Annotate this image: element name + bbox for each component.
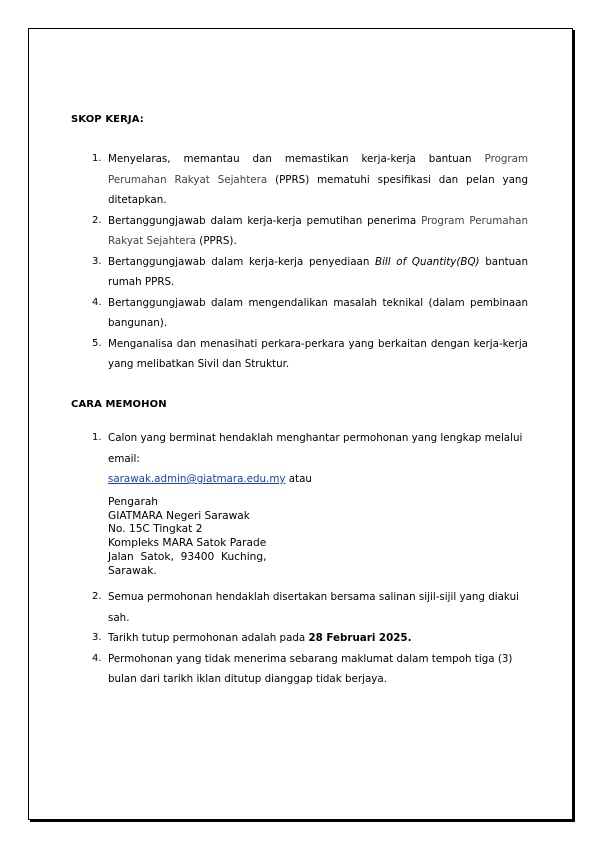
address-line: GIATMARA Negeri Sarawak xyxy=(108,509,250,522)
address-line: Pengarah xyxy=(108,496,159,508)
atau-text: atau xyxy=(285,473,312,485)
item-text: (PPRS). xyxy=(196,235,237,247)
section-heading-cara-memohon: CARA MEMOHON xyxy=(71,399,167,410)
list-number: 4. xyxy=(92,296,102,308)
list-number: 5. xyxy=(92,337,102,349)
section-heading-skop-kerja: SKOP KERJA: xyxy=(71,114,144,125)
list-item xyxy=(71,149,528,211)
address-line: Kompleks MARA Satok Parade xyxy=(108,537,267,550)
closing-date: 28 Februari 2025. xyxy=(308,632,412,645)
list-number: 2. xyxy=(92,214,102,226)
address-line: Jalan Satok, 93400 Kuching, xyxy=(108,550,267,563)
skop-kerja-list xyxy=(71,149,528,375)
list-item xyxy=(71,252,528,293)
program-name: Program Perumahan Rakyat Sejahtera xyxy=(108,214,528,247)
list-item xyxy=(71,428,528,578)
item-text: (PPRS) mematuhi spesifikasi dan pelan yang ditetapkan. xyxy=(108,173,528,206)
list-number: 1. xyxy=(92,432,102,443)
list-item xyxy=(71,293,528,334)
program-name: Program Perumahan Rakyat Sejahtera xyxy=(108,153,528,186)
list-item xyxy=(71,628,528,649)
address-line: Sarawak. xyxy=(108,564,157,577)
email-link[interactable]: sarawak.admin@giatmara.edu.my xyxy=(108,473,286,485)
list-item xyxy=(71,334,528,375)
address-line: No. 15C Tingkat 2 xyxy=(108,523,203,536)
list-item xyxy=(71,587,528,628)
cara-memohon-list xyxy=(71,428,528,690)
item-text: Menganalisa dan menasihati perkara-perkara yang berkaitan dengan kerja-kerja yang melibatkan Sivil dan Struktur. xyxy=(108,337,528,370)
mailing-address xyxy=(108,496,528,578)
page-border xyxy=(28,28,573,820)
list-item xyxy=(71,649,528,690)
list-number: 2. xyxy=(92,591,102,603)
list-number: 1. xyxy=(92,153,102,164)
item-text: Menyelaras, memantau dan memastikan kerja-kerja bantuan xyxy=(108,153,485,165)
item-text: Bertanggungjawab dalam mengendalikan masalah teknikal (dalam pembinaan bangunan). xyxy=(108,296,528,329)
item-text: Tarikh tutup permohonan adalah pada xyxy=(108,632,309,645)
item-text: Calon yang berminat hendaklah menghantar permohonan yang lengkap melalui email: xyxy=(108,432,523,465)
item-text: Bertanggungjawab dalam kerja-kerja penyediaan xyxy=(108,255,375,268)
list-number: 4. xyxy=(92,652,102,664)
item-text: Permohonan yang tidak menerima sebarang maklumat dalam tempoh tiga (3) bulan dari tarikh iklan ditutup dianggap tidak berjaya. xyxy=(108,652,513,686)
list-item xyxy=(71,211,528,252)
italic-term: Bill of Quantity(BQ) xyxy=(375,255,480,268)
list-number: 3. xyxy=(92,632,102,644)
item-text: Bertanggungjawab dalam kerja-kerja pemutihan penerima xyxy=(108,214,422,227)
item-text: Semua permohonan hendaklah disertakan bersama salinan sijil-sijil yang diakui sah. xyxy=(108,591,519,624)
item-text: bantuan rumah PPRS. xyxy=(108,255,528,288)
list-number: 3. xyxy=(92,255,102,267)
